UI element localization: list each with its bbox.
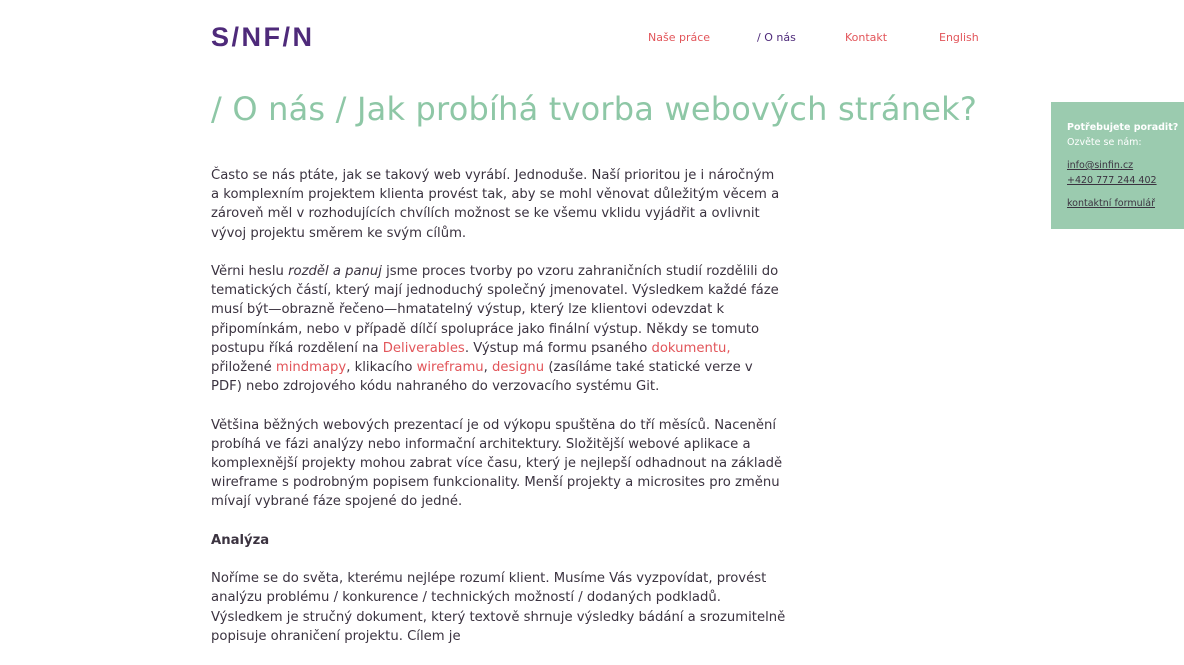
contact-question: Potřebujete poradit? [1067,122,1179,133]
nav-item-nase-prace[interactable]: Naše práce [648,31,711,44]
nav-item-o-nas[interactable]: / O nás [757,31,796,44]
text: jsme proces tvorby po vzoru zahraničních studií rozdělili do tematických částí, který mají jednoduchý společný jmenovatel. Výsledkem každé fáze musí být—obrazně řečeno—hmatatelný výstup, který lze klientovi odevzdat k připomínkám, nebo v případě dílčí spolupráce jako finální výstup. Někdy se tomuto postupu říká rozdělení na [211,264,779,356]
text: , klikacího [346,360,417,376]
link-designu[interactable]: designu [492,360,545,376]
paragraph-timeline: Většina běžných webových prezentací je od výkopu spuštěna do tří měsíců. Nacenění probíhá ve fázi analýzy nebo informační architektury. Složitější webové aplikace a komplexnější projekty mohou zabrat více času, který je nejlepší odhadnout na základě wireframe s podrobným popisem funkcionality. Menší projekty a microsites pro změnu mívají vybrané fáze spojené do jedné. [211,417,783,510]
article-content [211,166,786,665]
motto: rozděl a panuj [288,264,382,279]
contact-phone-link[interactable]: +420 777 244 402 [1067,175,1157,186]
text: (zasíláme také statické verze v PDF) nebo zdrojového kódu nahraného do verzovacího systému Git. [211,360,753,395]
contact-email-link[interactable]: info@sinfin.cz [1067,160,1134,171]
text: přiložené [211,360,276,376]
nav-item-kontakt[interactable]: Kontakt [845,31,888,44]
paragraph-intro: Často se nás ptáte, jak se takový web vyrábí. Jednoduše. Naší prioritou je i náročným a komplexním projektem klienta provést tak, aby se mohl věnovat důležitým věcem a zároveň měl v rozhodujících chvílích možnost se ke všemu vklidu vyjádřit a ovlivnit vývoj projektu směrem ke svým cílům. [211,168,780,241]
contact-subtitle: Ozvěte se nám: [1067,137,1142,148]
contact-box [1051,102,1184,229]
paragraph-analyza: Noříme se do světa, kterému nejlépe rozumí klient. Musíme Vás vyzpovídat, provést analýzu problému / konkurence / technických možností / dodaných podkladů. Výsledkem je stručný dokument, který textově shrnuje výsledky bádání a srozumitelně popisuje ohraničení projektu. Cílem je [211,571,786,644]
heading-analyza: Analýza [211,532,270,548]
logo[interactable]: S/NF/N [211,22,315,52]
link-deliverables[interactable]: Deliverables [382,340,465,356]
page-title: / O nás / Jak probíhá tvorba webových stránek? [211,90,978,128]
contact-form-link[interactable]: kontaktní formulář [1067,198,1155,209]
paragraph-process [211,262,786,396]
link-dokumentu[interactable]: dokumentu, [651,340,731,356]
link-wireframu[interactable]: wireframu [416,360,484,376]
text: . Výstup má formu psaného [464,340,652,356]
link-mindmapy[interactable]: mindmapy [275,360,347,376]
text: , [483,360,493,376]
nav-item-english[interactable]: English [939,31,979,44]
text: Věrni heslu [211,264,289,279]
